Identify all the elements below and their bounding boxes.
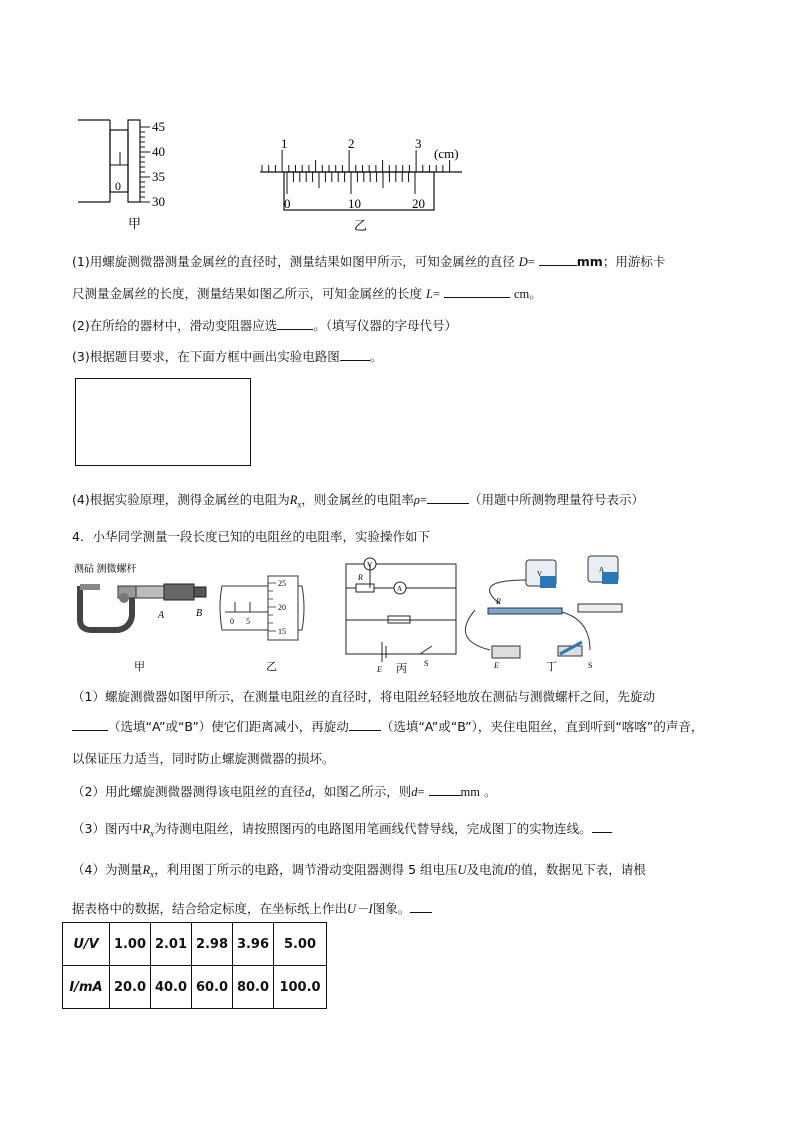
caliper-vernier-0: 0 xyxy=(284,196,291,211)
table-cell: 60.0 xyxy=(192,966,233,1009)
q1-line1: (1)用螺旋测微器测量金属丝的直径时，测量结果如图甲所示，可知金属丝的直径 D= mm；用游标卡 xyxy=(72,254,666,269)
svg-text:B: B xyxy=(196,608,203,619)
table-cell: 80.0 xyxy=(233,966,274,1009)
caliper-vernier-10: 10 xyxy=(348,196,361,211)
svg-text:测砧 测微螺杆: 测砧 测微螺杆 xyxy=(74,564,137,575)
svg-text:丁: 丁 xyxy=(546,661,557,673)
micrometer-tick-35: 35 xyxy=(152,169,165,184)
svg-text:乙: 乙 xyxy=(266,661,277,673)
micrometer-photo xyxy=(74,562,206,673)
answer-blank-wire-diameter[interactable] xyxy=(429,782,461,796)
svg-text:丙: 丙 xyxy=(396,663,407,675)
micrometer-tick-45: 45 xyxy=(152,119,165,134)
table-cell: 40.0 xyxy=(151,966,192,1009)
apparatus-photo xyxy=(465,556,622,673)
svg-text:25: 25 xyxy=(278,579,286,588)
svg-text:S: S xyxy=(588,661,593,670)
answer-blank-rheostat[interactable] xyxy=(277,316,313,330)
micrometer-tick-30: 30 xyxy=(152,194,165,209)
table-row-current xyxy=(63,966,327,1009)
table-cell: 5.00 xyxy=(274,923,327,966)
svg-text:20: 20 xyxy=(278,603,286,612)
svg-text:E: E xyxy=(377,665,382,674)
p4-s1-line2: （选填“A”或“B”）使它们距离减小，再旋动 （选填“A”或“B”），夹住电阻丝，直到听到“喀喀”的声音， xyxy=(72,717,703,735)
p4-s2-line: （2）用此螺旋测微器测得该电阻丝的直径d，如图乙所示，则d= mm 。 xyxy=(72,784,497,799)
table-row-voltage xyxy=(63,923,327,966)
circuit-drawing-box[interactable] xyxy=(75,378,251,466)
p4-s3-line: （3）图丙中$R_x$为待测电阻丝，请按照图丙的电路图用笔画线代替导线，完成图丁的实物连线。 xyxy=(72,819,612,839)
svg-text:甲: 甲 xyxy=(134,661,145,673)
table-header-voltage: U/V xyxy=(63,923,110,966)
svg-text:5: 5 xyxy=(246,617,250,626)
answer-blank-graph[interactable] xyxy=(410,899,432,913)
caliper-main-2: 2 xyxy=(348,136,355,151)
table-cell: 20.0 xyxy=(110,966,151,1009)
svg-text:A: A xyxy=(599,566,605,574)
table-cell: 2.01 xyxy=(151,923,192,966)
micrometer-diagram xyxy=(78,119,165,231)
answer-blank-circuit[interactable] xyxy=(340,347,370,361)
caption-yi: 乙 xyxy=(354,218,368,233)
table-cell: 1.00 xyxy=(110,923,151,966)
figure-micrometer-caliper xyxy=(70,110,490,235)
q3-line: (3)根据题目要求，在下面方框中画出实验电路图 。 xyxy=(72,349,383,364)
svg-text:15: 15 xyxy=(278,627,286,636)
q4-line: (4)根据实验原理，测得金属丝的电阻为$R_x$，则金属丝的电阻率ρ= （用题中所测物理量符号表示） xyxy=(72,492,644,510)
table-cell: 100.0 xyxy=(274,966,327,1009)
figure-problem4 xyxy=(70,550,630,675)
answer-blank-second-knob[interactable] xyxy=(349,717,381,731)
answer-blank-length[interactable] xyxy=(444,284,510,298)
svg-text:V: V xyxy=(367,561,373,569)
svg-text:A: A xyxy=(397,585,403,593)
table-cell: 3.96 xyxy=(233,923,274,966)
p4-s4-line2: 据表格中的数据，结合给定标度，在坐标纸上作出U－I图象。 xyxy=(72,899,432,917)
q2-line: (2)在所给的器材中，滑动变阻器应选 。（填写仪器的字母代号） xyxy=(72,318,457,333)
caliper-vernier-20: 20 xyxy=(412,196,425,211)
p4-s1-line1: （1）螺旋测微器如图甲所示，在测量电阻丝的直径时，将电阻丝轻轻地放在测砧与测微螺杆之间，先旋动 xyxy=(72,689,655,704)
caliper-diagram xyxy=(260,136,462,233)
micrometer-zero: 0 xyxy=(115,179,121,193)
table-header-current: I/mA xyxy=(63,966,110,1009)
q1-line2: 尺测量金属丝的长度，测量结果如图乙所示，可知金属丝的长度 L= cm。 xyxy=(72,286,542,301)
caliper-unit: (cm) xyxy=(434,146,459,161)
svg-text:R: R xyxy=(496,597,501,606)
answer-blank-diameter[interactable] xyxy=(539,252,577,266)
table-cell: 2.98 xyxy=(192,923,233,966)
problem4-title: 4．小华同学测量一段长度已知的电阻丝的电阻率，实验操作如下 xyxy=(72,529,430,544)
caption-jia: 甲 xyxy=(128,216,142,231)
answer-blank-first-knob[interactable] xyxy=(72,717,108,731)
svg-text:E: E xyxy=(494,661,499,670)
caliper-main-3: 3 xyxy=(415,136,422,151)
ui-data-table xyxy=(62,922,327,1009)
svg-text:A: A xyxy=(158,610,165,621)
answer-blank-resistivity[interactable] xyxy=(427,490,469,504)
micrometer-tick-40: 40 xyxy=(152,144,165,159)
answer-blank-wiring[interactable] xyxy=(592,819,612,833)
svg-text:V: V xyxy=(537,570,543,578)
svg-text:S: S xyxy=(424,659,429,668)
svg-text:0: 0 xyxy=(230,617,234,626)
p4-s1-line3: 以保证压力适当，同时防止螺旋测微器的损坏。 xyxy=(72,751,335,766)
p4-s4-line1: （4）为测量$R_x$，利用图丁所示的电路，调节滑动变阻器测得 5 组电压U及电流I的值，数据见下表，请根 xyxy=(72,862,646,880)
caliper-main-1: 1 xyxy=(281,136,288,151)
svg-text:R: R xyxy=(358,573,363,582)
micrometer-reading xyxy=(220,576,304,673)
